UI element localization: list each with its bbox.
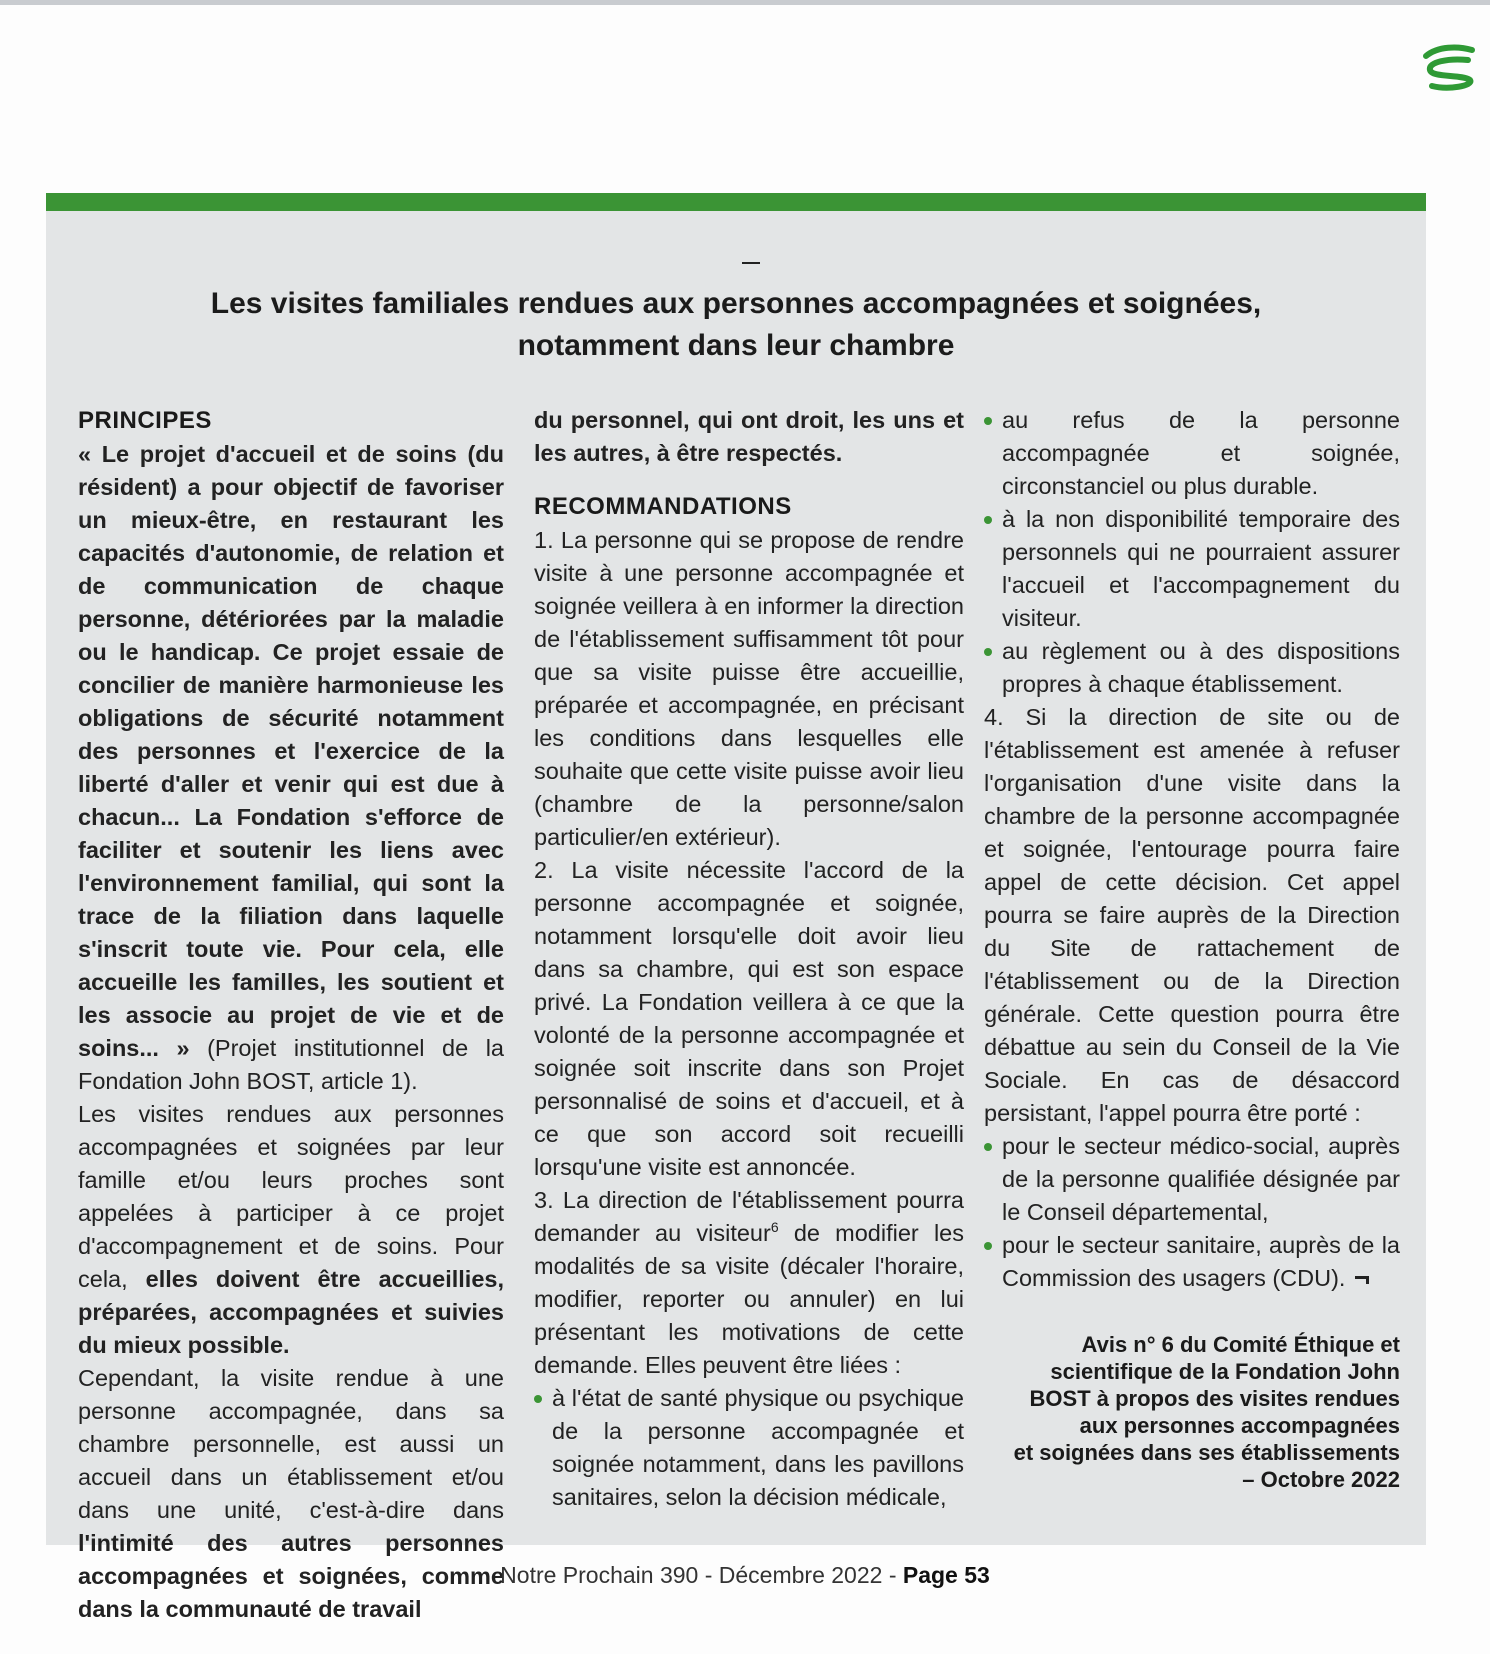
column-1 bbox=[78, 404, 504, 1626]
title-line-1: Les visites familiales rendues aux personnes accompagnées et soignées, bbox=[210, 287, 1262, 320]
principes-heading: PRINCIPES bbox=[78, 407, 212, 434]
reasons-list bbox=[534, 1382, 964, 1514]
source-line: aux personnes accompagnées bbox=[1079, 1413, 1400, 1438]
page-footer bbox=[0, 1562, 1490, 1589]
quote-bold-text: « Le projet d'accueil et de soins (du résident) a pour objectif de favoriser un mieux-être, en restaurant les capacités d'autonomie, de relation et de communication de chaque personne, détériorées par la maladie ou le handicap. Ce projet essaie de concilier de manière harmonieuse les obligations de sécurité notamment des personnes et l'exercice de la liberté d'aller et venir qui est due à chacun... La Fondation s'efforce de faciliter et soutenir les liens avec l'environnement familial, qui sont la trace de la filiation dans laquelle s'inscrit toute vie. Pour cela, elle accueille les familles, les soutient et les associe au projet de vie et de soins... » bbox=[78, 441, 504, 1061]
source-line: – Octobre 2022 bbox=[1242, 1467, 1400, 1492]
paragraph-2-text: Les visites rendues aux personnes accompagnées et soignées par leur famille et/ou leurs proches sont appelées à participer à ce projet d'accompagnement et de soins. Pour cela, bbox=[78, 1101, 504, 1292]
recommendation-4: 4. Si la direction de site ou de l'établissement est amenée à refuser l'organisation d'une visite dans la chambre de la personne accompagnée et soignée, l'entourage pourra faire appel de cette décision. Cet appel pourra se faire auprès de la Direction du Site de rattachement de l'établissement ou de la Direction générale. Cette question pourra être débattue au sein du Conseil de la Vie Sociale. En cas de désaccord persistant, l'appel pourra être porté : bbox=[984, 704, 1400, 1126]
appeal-list bbox=[984, 1130, 1400, 1295]
page-number: Page 53 bbox=[902, 1562, 990, 1588]
list-item: à l'état de santé physique ou psychique de la personne accompagnée et soignée notamment, dans les pavillons sanitaires, selon la décision médicale, bbox=[534, 1382, 964, 1514]
title-dash bbox=[742, 262, 760, 264]
source-line: BOST à propos des visites rendues bbox=[1029, 1386, 1400, 1411]
list-item: au règlement ou à des dispositions propres à chaque établissement. bbox=[984, 635, 1400, 701]
reasons-list-continued bbox=[984, 404, 1400, 701]
list-item bbox=[984, 1229, 1400, 1295]
top-rule bbox=[0, 0, 1490, 5]
column-2 bbox=[534, 404, 964, 1514]
recommandations-heading: RECOMMANDATIONS bbox=[534, 493, 792, 520]
list-item-text: pour le secteur sanitaire, auprès de la Commission des usagers (CDU). bbox=[1002, 1232, 1400, 1291]
recommendation-1: 1. La personne qui se propose de rendre visite à une personne accompagnée et soignée veillera à en informer la direction de l'établissement suffisamment tôt pour que sa visite puisse être accueillie, préparée et accompagnée, en précisant les conditions dans lesquelles elle souhaite que cette visite puisse avoir lieu (chambre de la personne/salon particulier/en extérieur). bbox=[534, 527, 964, 850]
recommendation-3-text-b: de modifier les modalités de sa visite (décaler l'horaire, modifier, reporter ou annuler) en lui présentant les motivations de cette demande. Elles peuvent être liées : bbox=[534, 1220, 964, 1378]
recommendation-3 bbox=[534, 1184, 964, 1382]
end-of-article-mark-icon bbox=[1355, 1276, 1369, 1284]
source-line: scientifique de la Fondation John bbox=[1050, 1359, 1400, 1384]
source-line: Avis n° 6 du Comité Éthique et bbox=[1081, 1332, 1400, 1357]
recommendation-3-text-a: 3. La direction de l'établissement pourra demander au visiteur bbox=[534, 1187, 964, 1246]
principes-paragraph-2 bbox=[78, 1098, 504, 1362]
article-title bbox=[46, 283, 1426, 367]
column-3 bbox=[984, 404, 1400, 1493]
principes-quote bbox=[78, 438, 504, 1098]
publication-info: Notre Prochain 390 - Décembre 2022 - bbox=[500, 1562, 903, 1588]
paragraph-3-bold: l'intimité des autres personnes accompagnées et soignées, comme dans la communauté de travail bbox=[78, 1530, 504, 1622]
source-attribution bbox=[984, 1331, 1400, 1493]
title-line-2: notamment dans leur chambre bbox=[517, 329, 955, 362]
quote-citation: (Projet institutionnel de la Fondation John BOST, article 1). bbox=[78, 1035, 504, 1094]
footnote-marker: 6 bbox=[770, 1219, 779, 1236]
list-item: au refus de la personne accompagnée et soignée, circonstanciel ou plus durable. bbox=[984, 404, 1400, 503]
source-line: et soignées dans ses établissements bbox=[1013, 1440, 1400, 1465]
continued-bold-text: du personnel, qui ont droit, les uns et les autres, à être respectés. bbox=[534, 407, 964, 466]
list-item: à la non disponibilité temporaire des personnels qui ne pourraient assurer l'accueil et l'accompagnement du visiteur. bbox=[984, 503, 1400, 635]
recommendation-2: 2. La visite nécessite l'accord de la personne accompagnée et soignée, notamment lorsqu'elle doit avoir lieu dans sa chambre, qui est son espace privé. La Fondation veillera à ce que la volonté de la personne accompagnée et soignée soit inscrite dans son Projet personnalisé de soins et d'accueil, et à ce que son accord soit recueilli lorsqu'une visite est annoncée. bbox=[534, 857, 964, 1180]
list-item: pour le secteur médico-social, auprès de la personne qualifiée désignée par le Conseil départemental, bbox=[984, 1130, 1400, 1229]
paragraph-3-text: Cependant, la visite rendue à une personne accompagnée, dans sa chambre personnelle, est aussi un accueil dans un établissement et/ou dans une unité, c'est-à-dire dans bbox=[78, 1365, 504, 1523]
paragraph-2-bold: elles doivent être accueillies, préparées, accompagnées et suivies du mieux possible. bbox=[78, 1266, 504, 1358]
green-stylized-s-logo-icon bbox=[1418, 40, 1480, 92]
